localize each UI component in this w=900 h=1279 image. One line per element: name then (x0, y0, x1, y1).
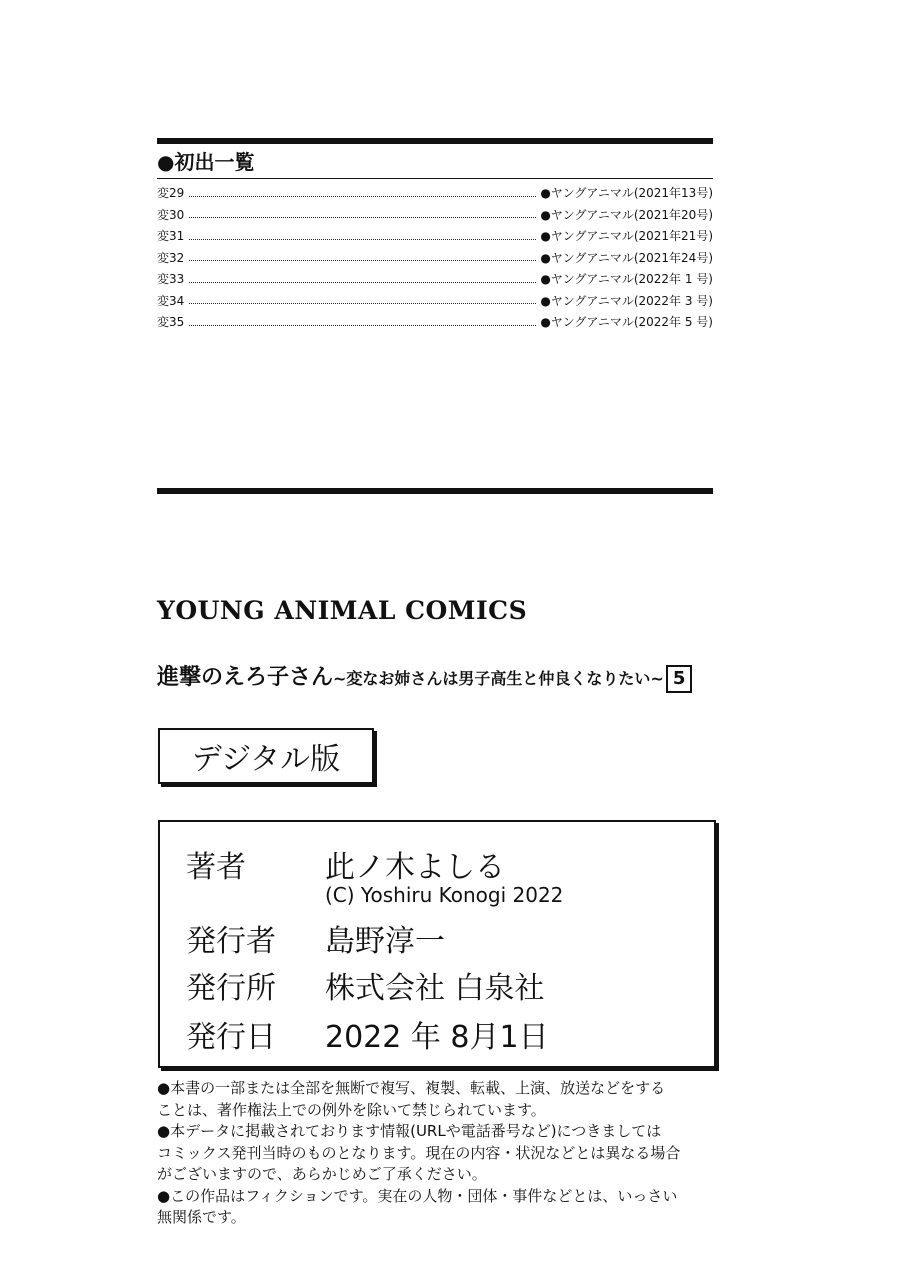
episode-label: 変30 (157, 207, 185, 222)
list-item (157, 311, 713, 333)
note-line: ことは、著作権法上での例外を除いて禁じられています。 (157, 1100, 546, 1119)
list-item (157, 225, 713, 247)
legal-notes (157, 1078, 722, 1229)
leader-dots (189, 253, 536, 261)
first-publication-heading: ●初出一覧 (157, 150, 255, 174)
leader-dots (189, 210, 536, 218)
list-item (157, 247, 713, 269)
leader-dots (189, 318, 536, 326)
title-main: 進撃のえろ子さん (157, 665, 334, 690)
author-label: 著者 (186, 850, 246, 885)
leader-dots (189, 232, 536, 240)
leader-dots (189, 275, 536, 283)
colophon-box (158, 820, 716, 1068)
top-divider (157, 138, 713, 144)
note-line: コミックス発刊当時のものとなります。現在の内容・状況などとは異なる場合 (157, 1143, 681, 1162)
copyright-notice: (C) Yoshiru Konogi 2022 (325, 883, 564, 907)
episode-label: 変34 (157, 293, 185, 308)
source-label: ●ヤングアニマル(2021年13号) (540, 186, 713, 201)
episode-label: 変35 (157, 315, 185, 330)
note-line: がございますので、あらかじめご了承ください。 (157, 1165, 487, 1183)
publisher-person-label: 発行者 (186, 924, 276, 959)
source-label: ●ヤングアニマル(2022年 5 号) (540, 315, 713, 330)
publisher-name: 株式会社 白泉社 (325, 971, 545, 1006)
list-item (157, 290, 713, 312)
book-title (157, 660, 692, 693)
volume-badge: 5 (666, 665, 693, 693)
episode-label: 変31 (157, 229, 185, 244)
imprint-brand: YOUNG ANIMAL COMICS (157, 596, 528, 625)
episode-label: 変32 (157, 250, 185, 265)
list-item (157, 268, 713, 290)
leader-dots (189, 189, 536, 197)
list-item (157, 204, 713, 226)
author-name: 此ノ木よしる (325, 850, 505, 885)
publication-date: 2022 年 8月1日 (325, 1020, 549, 1055)
episode-label: 変29 (157, 186, 185, 201)
episode-label: 変33 (157, 272, 185, 287)
publisher-label: 発行所 (186, 971, 276, 1006)
leader-dots (189, 296, 536, 304)
middle-divider (157, 488, 713, 494)
source-label: ●ヤングアニマル(2022年 3 号) (540, 293, 713, 308)
date-label: 発行日 (186, 1020, 276, 1055)
list-item (157, 182, 713, 204)
note-line: ●本書の一部または全部を無断で複写、複製、転載、上演、放送などをする (157, 1079, 666, 1097)
note-line: 無関係です。 (157, 1208, 246, 1226)
first-publication-list (157, 182, 713, 333)
note-line: ●この作品はフィクションです。実在の人物・団体・事件などとは、いっさい (157, 1186, 678, 1205)
source-label: ●ヤングアニマル(2022年 1 号) (540, 272, 713, 287)
source-label: ●ヤングアニマル(2021年21号) (540, 229, 713, 244)
note-line: ●本データに掲載されております情報(URLや電話番号など)につきましては (157, 1122, 662, 1140)
heading-underline (157, 178, 713, 179)
title-subtitle: ~変なお姉さんは男子高生と仲良くなりたい~ (333, 669, 664, 688)
source-label: ●ヤングアニマル(2021年20号) (540, 207, 713, 222)
source-label: ●ヤングアニマル(2021年24号) (540, 250, 713, 265)
digital-edition-label: デジタル版 (158, 728, 374, 784)
publisher-person: 島野淳一 (325, 924, 445, 959)
